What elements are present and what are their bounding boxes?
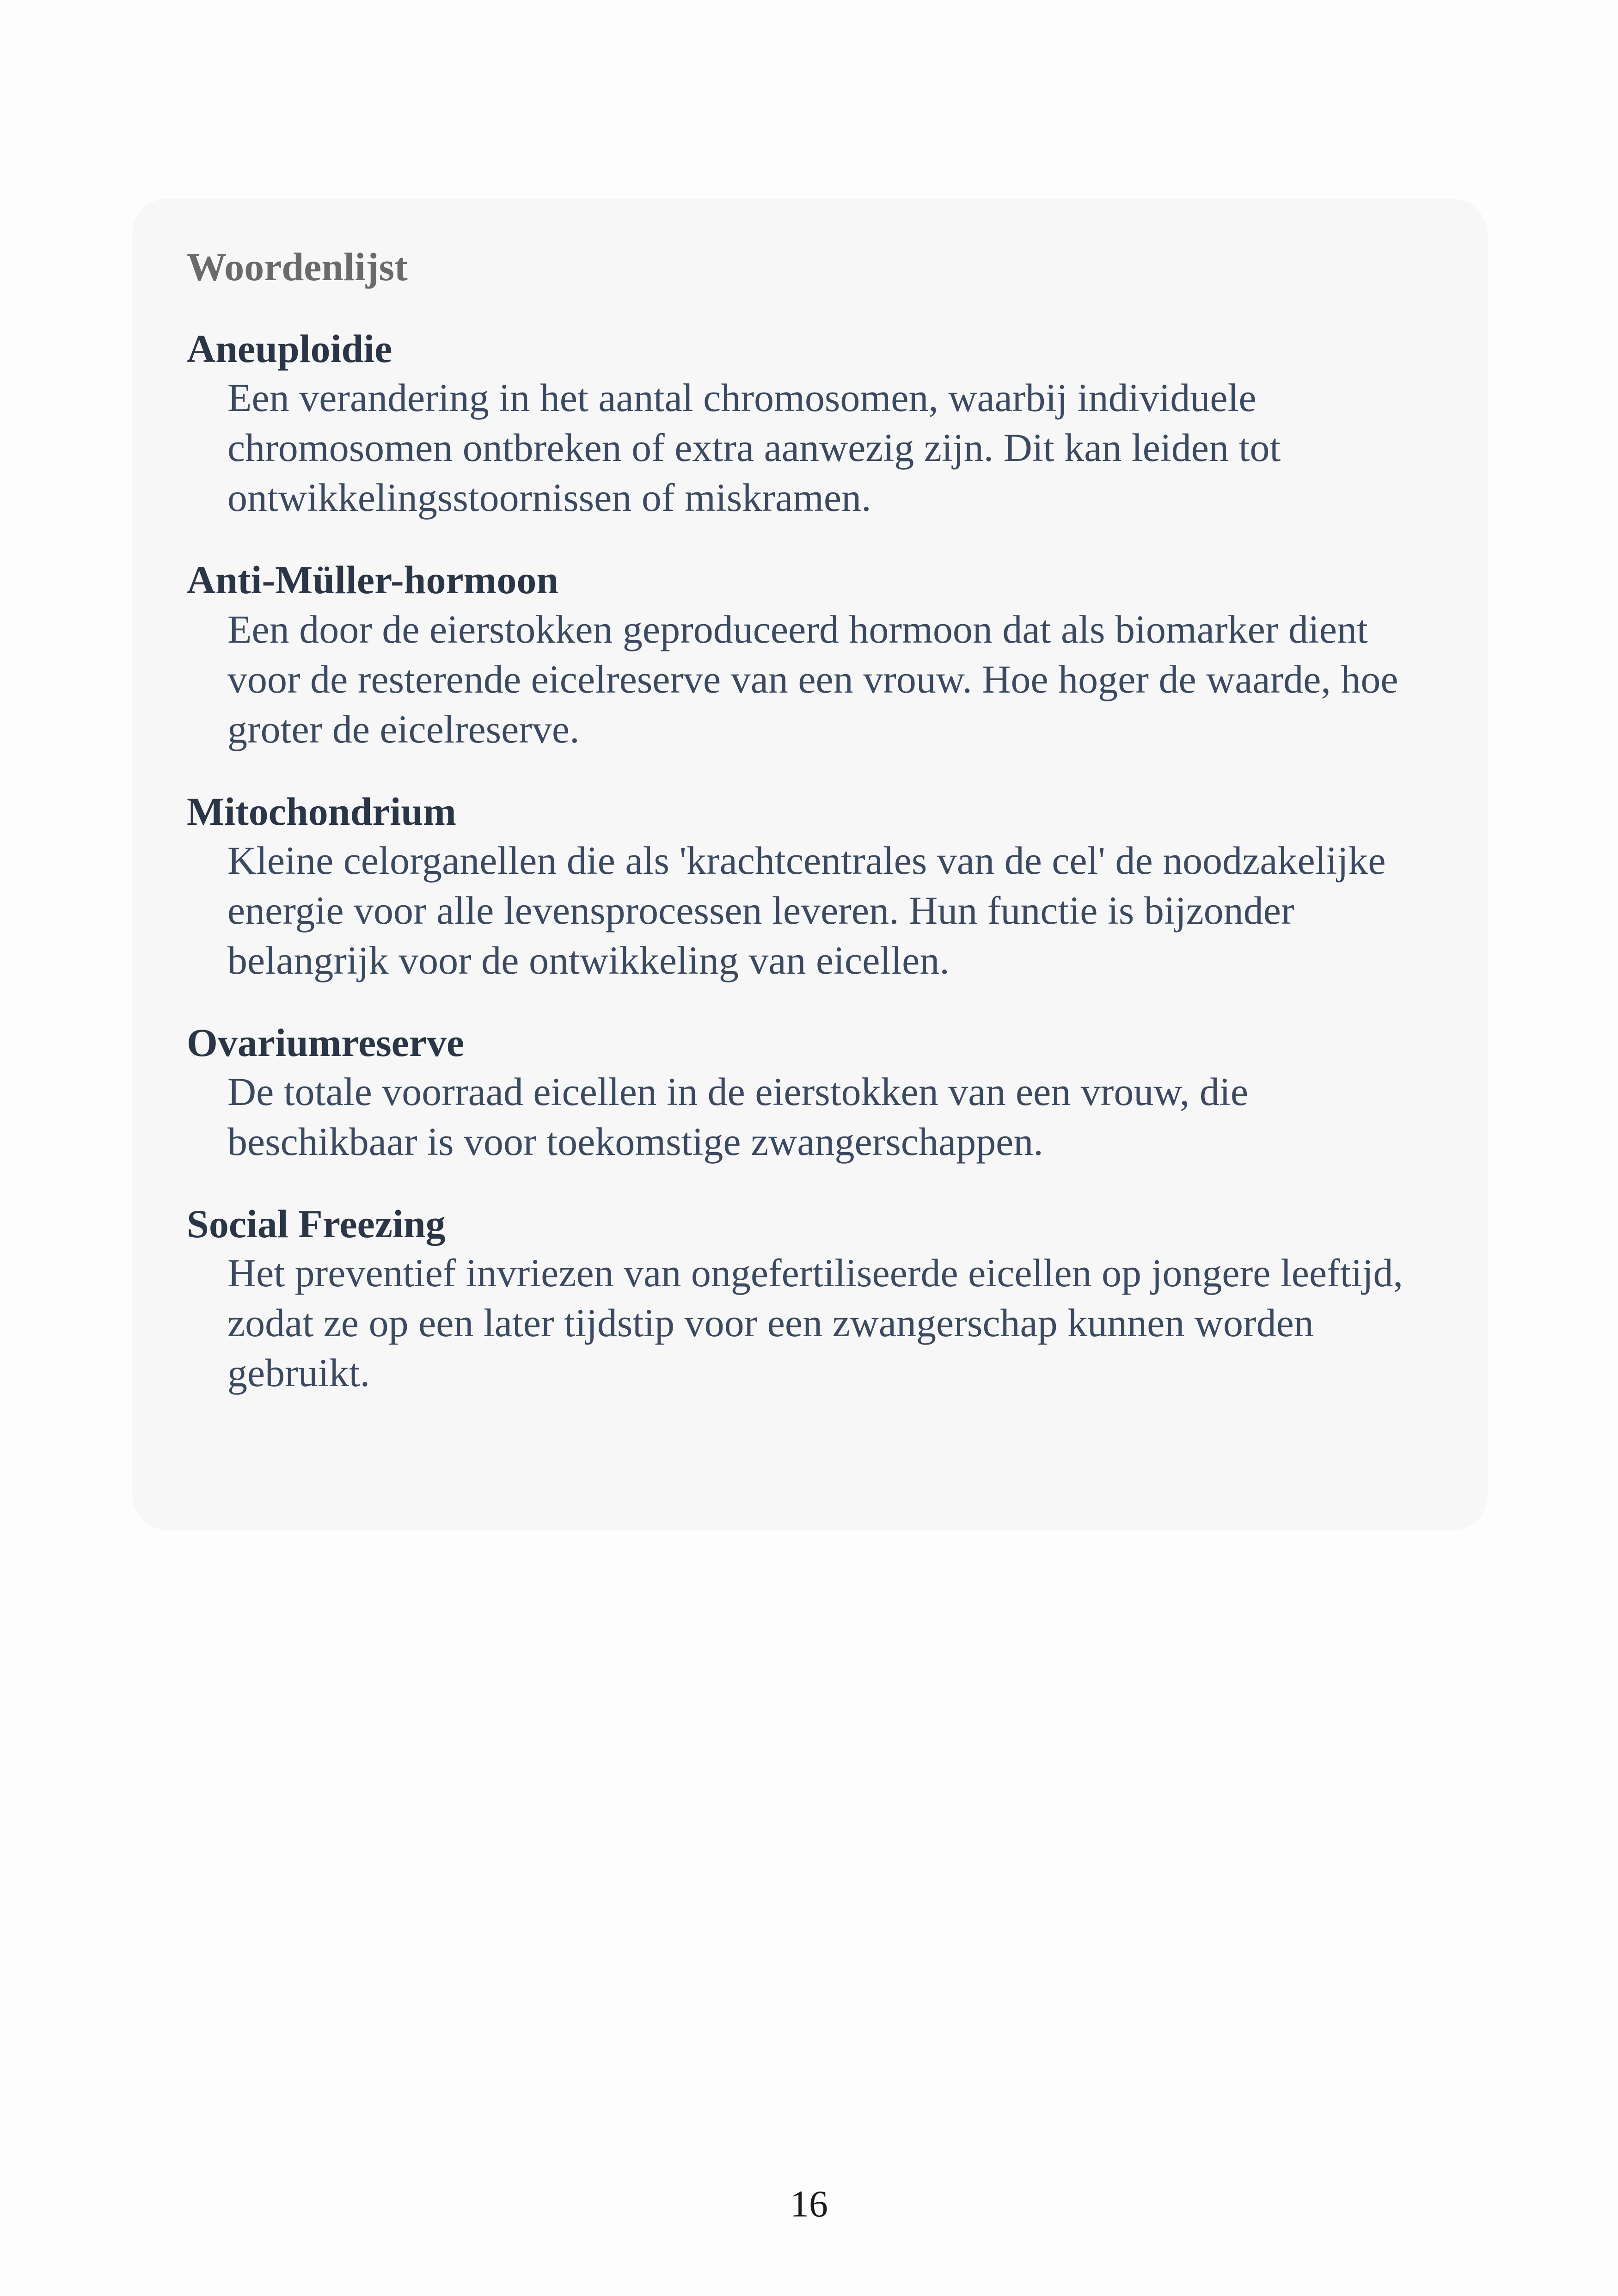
glossary-entry-ovariumreserve [187, 1019, 1441, 1166]
glossary-entry-mitochondrium [187, 788, 1441, 985]
glossary-definition: Het preventief invriezen van ongefertiliseerde eicellen op jongere leeftijd, zodat ze op een later tijdstip voor een zwangerschap kunnen worden gebruikt. [227, 1251, 1403, 1395]
glossary-definition: Kleine celorganellen die als 'krachtcentrales van de cel' de noodzakelijke energie voor alle levensprocessen leveren. Hun functie is bijzonder belangrijk voor de ontwikkeling van eicellen. [227, 838, 1386, 982]
glossary-entry-social-freezing [187, 1200, 1441, 1398]
glossary-definition: Een door de eierstokken geproduceerd hormoon dat als biomarker dient voor de resterende eicelreserve van een vrouw. Hoe hoger de waarde, hoe groter de eicelreserve. [227, 607, 1398, 751]
glossary-term: Aneuploidie [187, 326, 392, 371]
glossary-term: Ovariumreserve [187, 1020, 465, 1065]
page-number: 16 [790, 2183, 828, 2225]
glossary-definition: De totale voorraad eicellen in de eierstokken van een vrouw, die beschikbaar is voor toekomstige zwangerschappen. [227, 1069, 1248, 1164]
glossary-title: Woordenlijst [187, 245, 408, 289]
glossary-entry-aneuploidie [187, 325, 1441, 522]
glossary-box [132, 199, 1488, 1530]
glossary-definition: Een verandering in het aantal chromosomen, waarbij individuele chromosomen ontbreken of extra aanwezig zijn. Dit kan leiden tot ontwikkelingsstoornissen of miskramen. [227, 375, 1281, 520]
glossary-entry-anti-muller-hormoon [187, 556, 1441, 754]
glossary-term: Anti-Müller-hormoon [187, 558, 559, 602]
glossary-term: Mitochondrium [187, 789, 456, 834]
glossary-term: Social Freezing [187, 1201, 446, 1246]
